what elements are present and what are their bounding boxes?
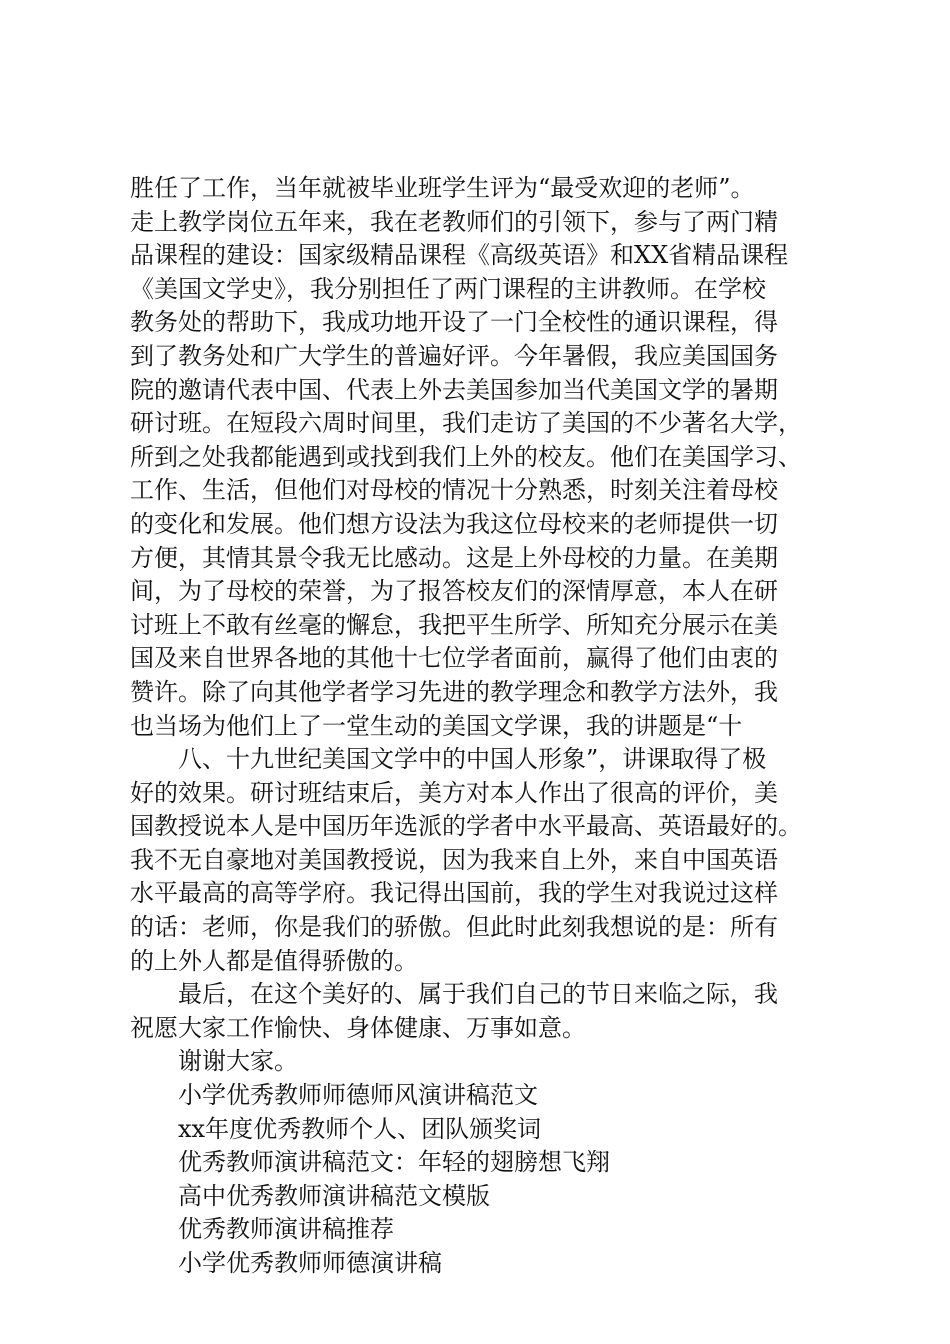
text-line: 好的效果。研讨班结束后，美方对本人作出了很高的评价，美 (130, 778, 778, 807)
text-line: 谢谢大家。 (178, 1047, 298, 1076)
text-line: 所到之处我都能遇到或找到我们上外的校友。他们在美国学习、 (130, 442, 802, 471)
text-line: 国教授说本人是中国历年选派的学者中水平最高、英语最好的。 (130, 812, 802, 841)
text-line: 的上外人都是值得骄傲的。 (130, 946, 418, 975)
text-line: 教务处的帮助下，我成功地开设了一门全校性的通识课程，得 (130, 308, 778, 337)
text-line: 《美国文学史》，我分别担任了两门课程的主讲教师。在学校 (130, 274, 766, 303)
text-line: 祝愿大家工作愉快、身体健康、万事如意。 (130, 1013, 586, 1042)
text-line: 品课程的建设：国家级精品课程《高级英语》和XX省精品课程 (130, 241, 789, 270)
text-line: 也当场为他们上了一堂生动的美国文学课，我的讲题是“十 (130, 711, 743, 740)
text-line: 最后，在这个美好的、属于我们自己的节日来临之际，我 (178, 980, 778, 1009)
text-line: 优秀教师演讲稿推荐 (178, 1215, 394, 1244)
text-line: 我不无自豪地对美国教授说，因为我来自上外，来自中国英语 (130, 845, 778, 874)
text-line: 八、十九世纪美国文学中的中国人形象”，讲课取得了极 (178, 745, 767, 774)
text-line: 国及来自世界各地的其他十七位学者面前，赢得了他们由衷的 (130, 644, 778, 673)
text-line: xx年度优秀教师个人、团队颁奖词 (178, 1114, 542, 1143)
text-line: 胜任了工作，当年就被毕业班学生评为“最受欢迎的老师”。 (130, 174, 755, 202)
text-line: 院的邀请代表中国、代表上外去美国参加当代美国文学的暑期 (130, 375, 778, 404)
text-line: 到了教务处和广大学生的普遍好评。今年暑假，我应美国国务 (130, 341, 778, 370)
text-line: 的话：老师，你是我们的骄傲。但此时此刻我想说的是：所有 (130, 913, 778, 942)
text-line: 间，为了母校的荣誉，为了报答校友们的深情厚意，本人在研 (130, 577, 778, 606)
text-line: 高中优秀教师演讲稿范文模版 (178, 1181, 490, 1210)
text-line: 小学优秀教师师德师风演讲稿范文 (178, 1081, 538, 1110)
text-line: 的变化和发展。他们想方设法为我这位母校来的老师提供一切 (130, 509, 778, 538)
text-line: 方便，其情其景令我无比感动。这是上外母校的力量。在美期 (130, 543, 778, 572)
document-body (130, 172, 850, 1281)
text-line: 研讨班。在短段六周时间里，我们走访了美国的不少著名大学， (130, 409, 802, 438)
text-line: 小学优秀教师师德演讲稿 (178, 1249, 442, 1277)
text-line: 赞许。除了向其他学者学习先进的教学理念和教学方法外，我 (130, 677, 778, 706)
text-line: 走上教学岗位五年来，我在老教师们的引领下，参与了两门精 (130, 207, 778, 236)
text-line: 工作、生活，但他们对母校的情况十分熟悉，时刻关注着母校 (130, 476, 778, 505)
text-line: 优秀教师演讲稿范文：年轻的翅膀想飞翔 (178, 1148, 610, 1177)
text-line: 水平最高的高等学府。我记得出国前，我的学生对我说过这样 (130, 879, 778, 908)
text-line: 讨班上不敢有丝毫的懈怠，我把平生所学、所知充分展示在美 (130, 610, 778, 639)
